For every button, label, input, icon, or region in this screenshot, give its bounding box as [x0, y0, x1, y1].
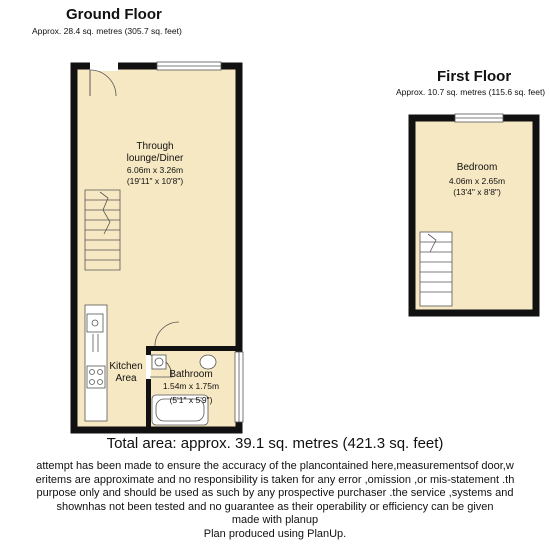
first-floor-plan — [412, 114, 536, 313]
room-name: lounge/Diner — [126, 153, 184, 164]
room-dimensions-imperial: (13'4" x 8'8") — [453, 187, 501, 197]
front-door-gap — [90, 61, 118, 71]
bathroom-window — [235, 352, 243, 422]
room-dimensions: 6.06m x 3.26m — [126, 165, 184, 175]
disclaimer-line: purpose only and should be used as such by any prospective purchaser .the service ,systems and — [36, 487, 514, 499]
hob-icon — [87, 366, 105, 388]
room-name: Through — [136, 141, 174, 152]
first-floor-area: Approx. 10.7 sq. metres (115.6 sq. feet) — [396, 87, 546, 97]
room-name: Bedroom — [456, 162, 498, 173]
ground-floor-title: Ground Floor — [66, 6, 162, 23]
disclaimer-line: shownhas not been tested and no guarantee as their operability or efficiency can be given — [56, 500, 494, 513]
room-name: Kitchen — [109, 361, 143, 372]
first-floor-staircase — [420, 232, 452, 306]
room-dimensions: 1.54m x 1.75m — [162, 381, 220, 391]
room-label-bathroom — [153, 369, 229, 406]
room-label-lounge — [110, 141, 200, 187]
room-name: Area — [115, 373, 137, 384]
basin-icon — [152, 355, 166, 369]
room-label-kitchen — [105, 361, 147, 385]
sink-icon — [87, 314, 103, 332]
kitchen-worktop — [85, 305, 107, 421]
ground-floor-area: Approx. 28.4 sq. metres (305.7 sq. feet) — [32, 26, 182, 36]
toilet-icon — [200, 355, 216, 369]
room-name: Bathroom — [169, 369, 213, 380]
kitchen-door-gap — [155, 322, 181, 326]
first-floor-title: First Floor — [437, 68, 512, 85]
total-area: Total area: approx. 39.1 sq. metres (421.3 sq. feet) — [106, 435, 444, 452]
disclaimer-line: attempt has been made to ensure the accuracy of the plancontained here,measurementsof door,w — [36, 460, 514, 472]
disclaimer-line: eritems are approximate and no responsibility is taken for any error ,omission ,or mis-statement .th — [35, 473, 515, 486]
lounge-window — [157, 62, 221, 70]
ground-staircase — [85, 190, 120, 270]
disclaimer — [0, 460, 550, 541]
room-dimensions-imperial: (19'11" x 10'8") — [126, 176, 184, 186]
bedroom-window — [455, 114, 503, 122]
disclaimer-line: made with planup — [231, 514, 319, 526]
room-label-bedroom — [432, 162, 522, 198]
room-dimensions-imperial: (5'1" x 5'9") — [169, 395, 213, 405]
disclaimer-line: Plan produced using PlanUp. — [203, 527, 347, 540]
room-dimensions: 4.06m x 2.65m — [448, 176, 506, 186]
